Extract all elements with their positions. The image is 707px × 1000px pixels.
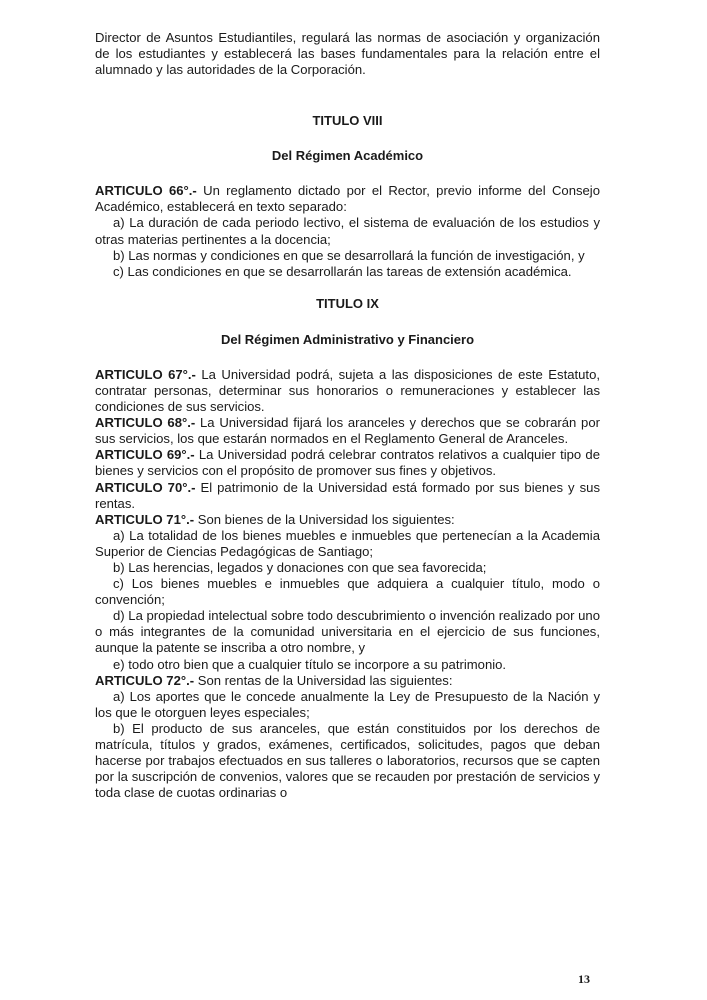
titulo-viii-heading: TITULO VIII [312, 113, 383, 129]
titulo-ix-title: Del Régimen Administrativo y Financiero [220, 331, 475, 347]
article-67-label: ARTICULO 67°.- [95, 366, 196, 382]
article-70 [95, 480, 600, 512]
article-72 [95, 673, 600, 689]
article-66-item-c: c) Las condiciones en que se desarrollarán las tareas de extensión académica. [113, 263, 572, 279]
article-71-text: Son bienes de la Universidad los siguientes: [194, 511, 455, 527]
article-72-item-a: a) Los aportes que le concede anualmente la Ley de Presupuesto de la Nación y los que le otorguen leyes especiales; [95, 688, 600, 720]
article-68-label: ARTICULO 68°.- [95, 415, 196, 431]
article-69-text: La Universidad podrá celebrar contratos relativos a cualquier tipo de bienes y servicios con el propósito de promover sus fines y objetivos. [95, 447, 600, 479]
article-66-text: Un reglamento dictado por el Rector, previo informe del Consejo Académico, establecerá en texto separado: [95, 183, 600, 215]
article-67 [95, 367, 600, 415]
article-72-text: Son rentas de la Universidad las siguientes: [194, 672, 453, 688]
intro-paragraph: Director de Asuntos Estudiantiles, regulará las normas de asociación y organización de los estudiantes y establecerá las bases fundamentales para la relación entre el alumnado y las autoridades de la Corporación. [95, 30, 600, 78]
article-66-label: ARTICULO 66°.- [95, 183, 197, 199]
document-page [95, 30, 600, 801]
article-69 [95, 447, 600, 479]
article-67-text: La Universidad podrá, sujeta a las disposiciones de este Estatuto, contratar personas, determinar sus honorarios o remuneraciones y establecer las condiciones de sus servicios. [95, 366, 600, 415]
article-70-label: ARTICULO 70°.- [95, 479, 196, 495]
article-72-item-b: b) El producto de sus aranceles, que están constituidos por los derechos de matrícula, títulos y grados, exámenes, certificados, solicitudes, pagos que deban hacerse por trabajos efectuados en sus talleres o laboratorios, recursos que se capten por la suscripción de convenios, valores que se recauden por prestación de servicios y toda clase de cuotas ordinarias o [95, 720, 600, 801]
article-69-label: ARTICULO 69°.- [95, 447, 195, 463]
article-71-item-b: b) Las herencias, legados y donaciones con que sea favorecida; [113, 559, 487, 575]
article-72-label: ARTICULO 72°.- [95, 672, 195, 688]
article-68 [95, 415, 600, 447]
article-66-item-a: a) La duración de cada periodo lectivo, el sistema de evaluación de los estudios y otras materias pertinentes a la docencia; [95, 215, 600, 247]
titulo-viii-title: Del Régimen Académico [271, 148, 424, 164]
article-71-item-e: e) todo otro bien que a cualquier título se incorpore a su patrimonio. [113, 656, 507, 672]
article-66 [95, 183, 600, 215]
article-71 [95, 512, 600, 528]
titulo-ix-heading: TITULO IX [316, 295, 379, 311]
article-71-item-c: c) Los bienes muebles e inmuebles que adquiera a cualquier título, modo o convención; [95, 576, 600, 608]
page-number: 13 [578, 972, 590, 986]
article-71-label: ARTICULO 71°.- [95, 511, 195, 527]
article-71-item-a: a) La totalidad de los bienes muebles e inmuebles que pertenecían a la Academia Superior de Ciencias Pedagógicas de Santiago; [95, 527, 600, 559]
article-66-item-b: b) Las normas y condiciones en que se desarrollará la función de investigación, y [113, 247, 585, 263]
article-70-text: El patrimonio de la Universidad está formado por sus bienes y sus rentas. [95, 479, 600, 511]
article-68-text: La Universidad fijará los aranceles y derechos que se cobrarán por sus servicios, los que estarán normados en el Reglamento General de Aranceles. [95, 415, 600, 447]
article-71-item-d: d) La propiedad intelectual sobre todo descubrimiento o invención realizado por uno o más integrantes de la comunidad universitaria en el ejercicio de sus funciones, aunque la patente se inscriba a otro nombre, y [95, 608, 600, 656]
